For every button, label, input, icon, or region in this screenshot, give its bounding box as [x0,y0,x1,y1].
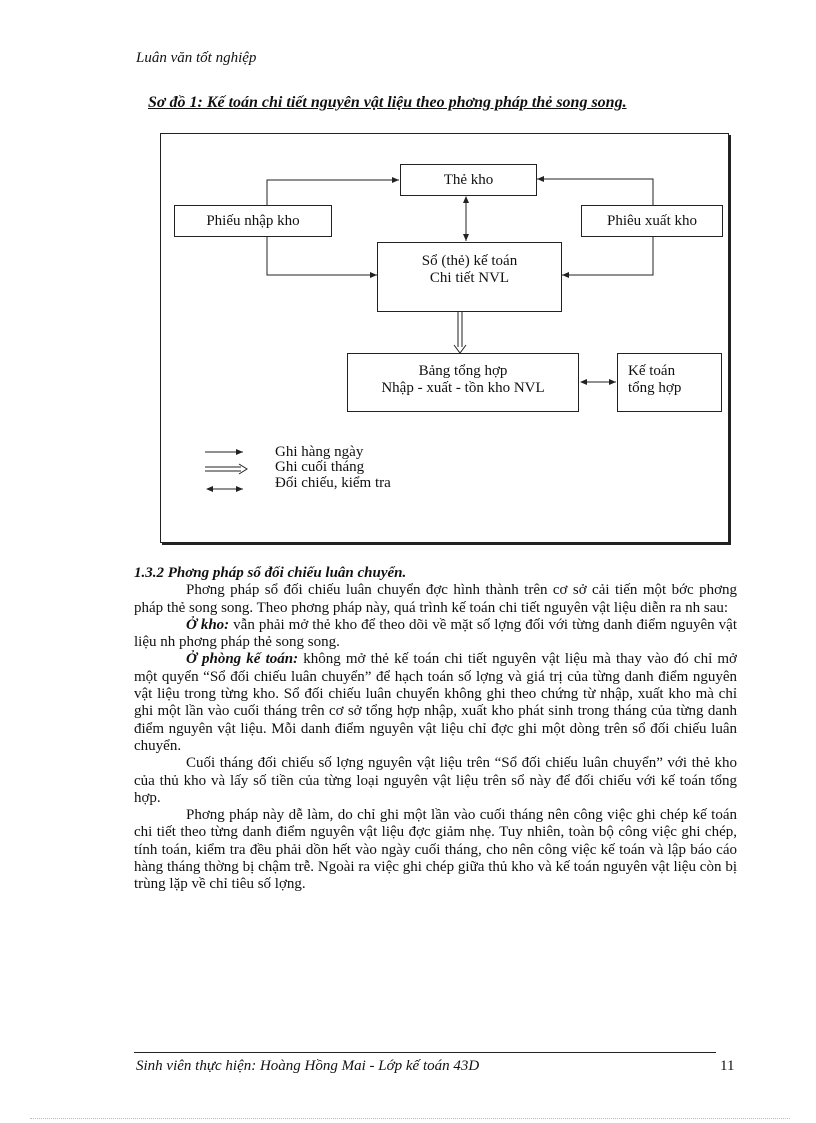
box-bang-tong-hop-line2: Nhập - xuất - tồn kho NVL [381,380,545,396]
paragraph-2 [134,617,737,652]
box-ke-toan-line2: tổng hợp [628,380,682,396]
paragraph-3-lead: Ở phòng kế toán: [186,651,299,668]
box-phieu-xuat-label: Phiêu xuất kho [607,213,697,229]
box-the-kho [400,164,537,196]
paragraph-2-lead: Ở kho: [186,616,230,633]
paragraph-3 [134,651,737,755]
running-footer: Sinh viên thực hiện: Hoàng Hồng Mai - Lớp kế toán 43D [136,1058,480,1074]
legend-arrow-monthly-head [239,464,247,474]
connector-nhap-to-thekho [267,180,399,205]
box-so-ke-toan [377,242,562,312]
box-so-ke-toan-line2: Chi tiết NVL [429,270,510,286]
running-header: Luân văn tốt nghiệp [136,50,257,66]
box-phieu-xuat [581,205,723,237]
page-bottom-dotted-rule [30,1118,790,1119]
legend-daily: Ghi hàng ngày [275,444,364,460]
footer-divider [134,1052,716,1053]
box-so-ke-toan-line1: Sổ (thẻ) kế toán [421,253,518,269]
box-phieu-nhap [174,205,332,237]
paragraph-1: Phơng pháp sổ đối chiếu luân chuyển đợc hình thành trên cơ sở cải tiến một bớc phơng pháp thẻ song song. Theo phơng pháp này, quá trình kế toán chi tiết nguyên vật liệu diễn ra nh sau: [134,582,737,616]
box-the-kho-label: Thẻ kho [443,172,494,188]
legend-check: Đối chiếu, kiểm tra [275,475,391,491]
body-text [134,565,737,894]
diagram-title: Sơ đồ 1: Kế toán chi tiết nguyên vật liệu theo phơng pháp thẻ song song. [148,94,627,111]
diagram-frame [160,133,729,543]
box-bang-tong-hop [347,353,579,412]
paragraph-2-rest: vẫn phải mở thẻ kho để theo dõi về mặt số lợng đối với từng danh điểm nguyên vật liệu nh phơng pháp thẻ song song. [134,616,738,651]
box-ke-toan-line1: Kế toán [628,363,676,379]
legend-monthly: Ghi cuối tháng [275,459,365,475]
box-ke-toan-tong-hop [617,353,722,412]
page-number: 11 [720,1058,735,1074]
connector-xuat-to-thekho [537,179,653,205]
box-phieu-nhap-label: Phiếu nhập kho [206,213,300,229]
connector-xuat-to-sokt [562,237,653,275]
connector-sokt-bang-head [454,345,466,353]
section-heading: 1.3.2 Phơng pháp sổ đối chiếu luân chuyển. [134,565,407,581]
connector-nhap-to-sokt [267,237,377,275]
paragraph-4: Cuối tháng đối chiếu số lợng nguyên vật liệu trên “Sổ đối chiếu luân chuyển” với thẻ kho của thủ kho và lấy số tiền của từng loại nguyên vật liệu trên sổ này để đối chiếu với kế toán tổng hợp. [134,755,737,806]
box-bang-tong-hop-line1: Bảng tổng hợp [418,363,508,379]
paragraph-3-rest: không mở thẻ kế toán chi tiết nguyên vật liệu mà thay vào đó chỉ mở một quyển “Sổ đối chiếu luân chuyển” để hạch toán số lợng và giá trị của từng danh điểm nguyên vật liệu trong từng kho. Sổ đối chiếu luân chuyển không ghi theo chứng từ nhập, xuất kho mà chỉ ghi một lần vào cuối tháng trên cơ sở tổng hợp nhập, xuất kho phát sinh trong tháng của từng danh điểm nguyên vật liệu. Mỗi danh điểm nguyên vật liệu chỉ đợc ghi một dòng trên sổ đối chiếu luân chuyển. [134,651,737,754]
paragraph-5: Phơng pháp này dễ làm, do chỉ ghi một lần vào cuối tháng nên công việc ghi chép kế toán chi tiết theo từng danh điểm nguyên vật liệu đợc giảm nhẹ. Tuy nhiên, toàn bộ công việc ghi chép, tính toán, kiểm tra đều phải dồn hết vào ngày cuối tháng, cho nên công việc kế toán và lập báo cáo hàng tháng thờng bị chậm trễ. Ngoài ra việc ghi chép giữa thủ kho và kế toán nguyên vật liệu còn bị trùng lặp về chỉ tiêu số lợng. [134,807,737,893]
